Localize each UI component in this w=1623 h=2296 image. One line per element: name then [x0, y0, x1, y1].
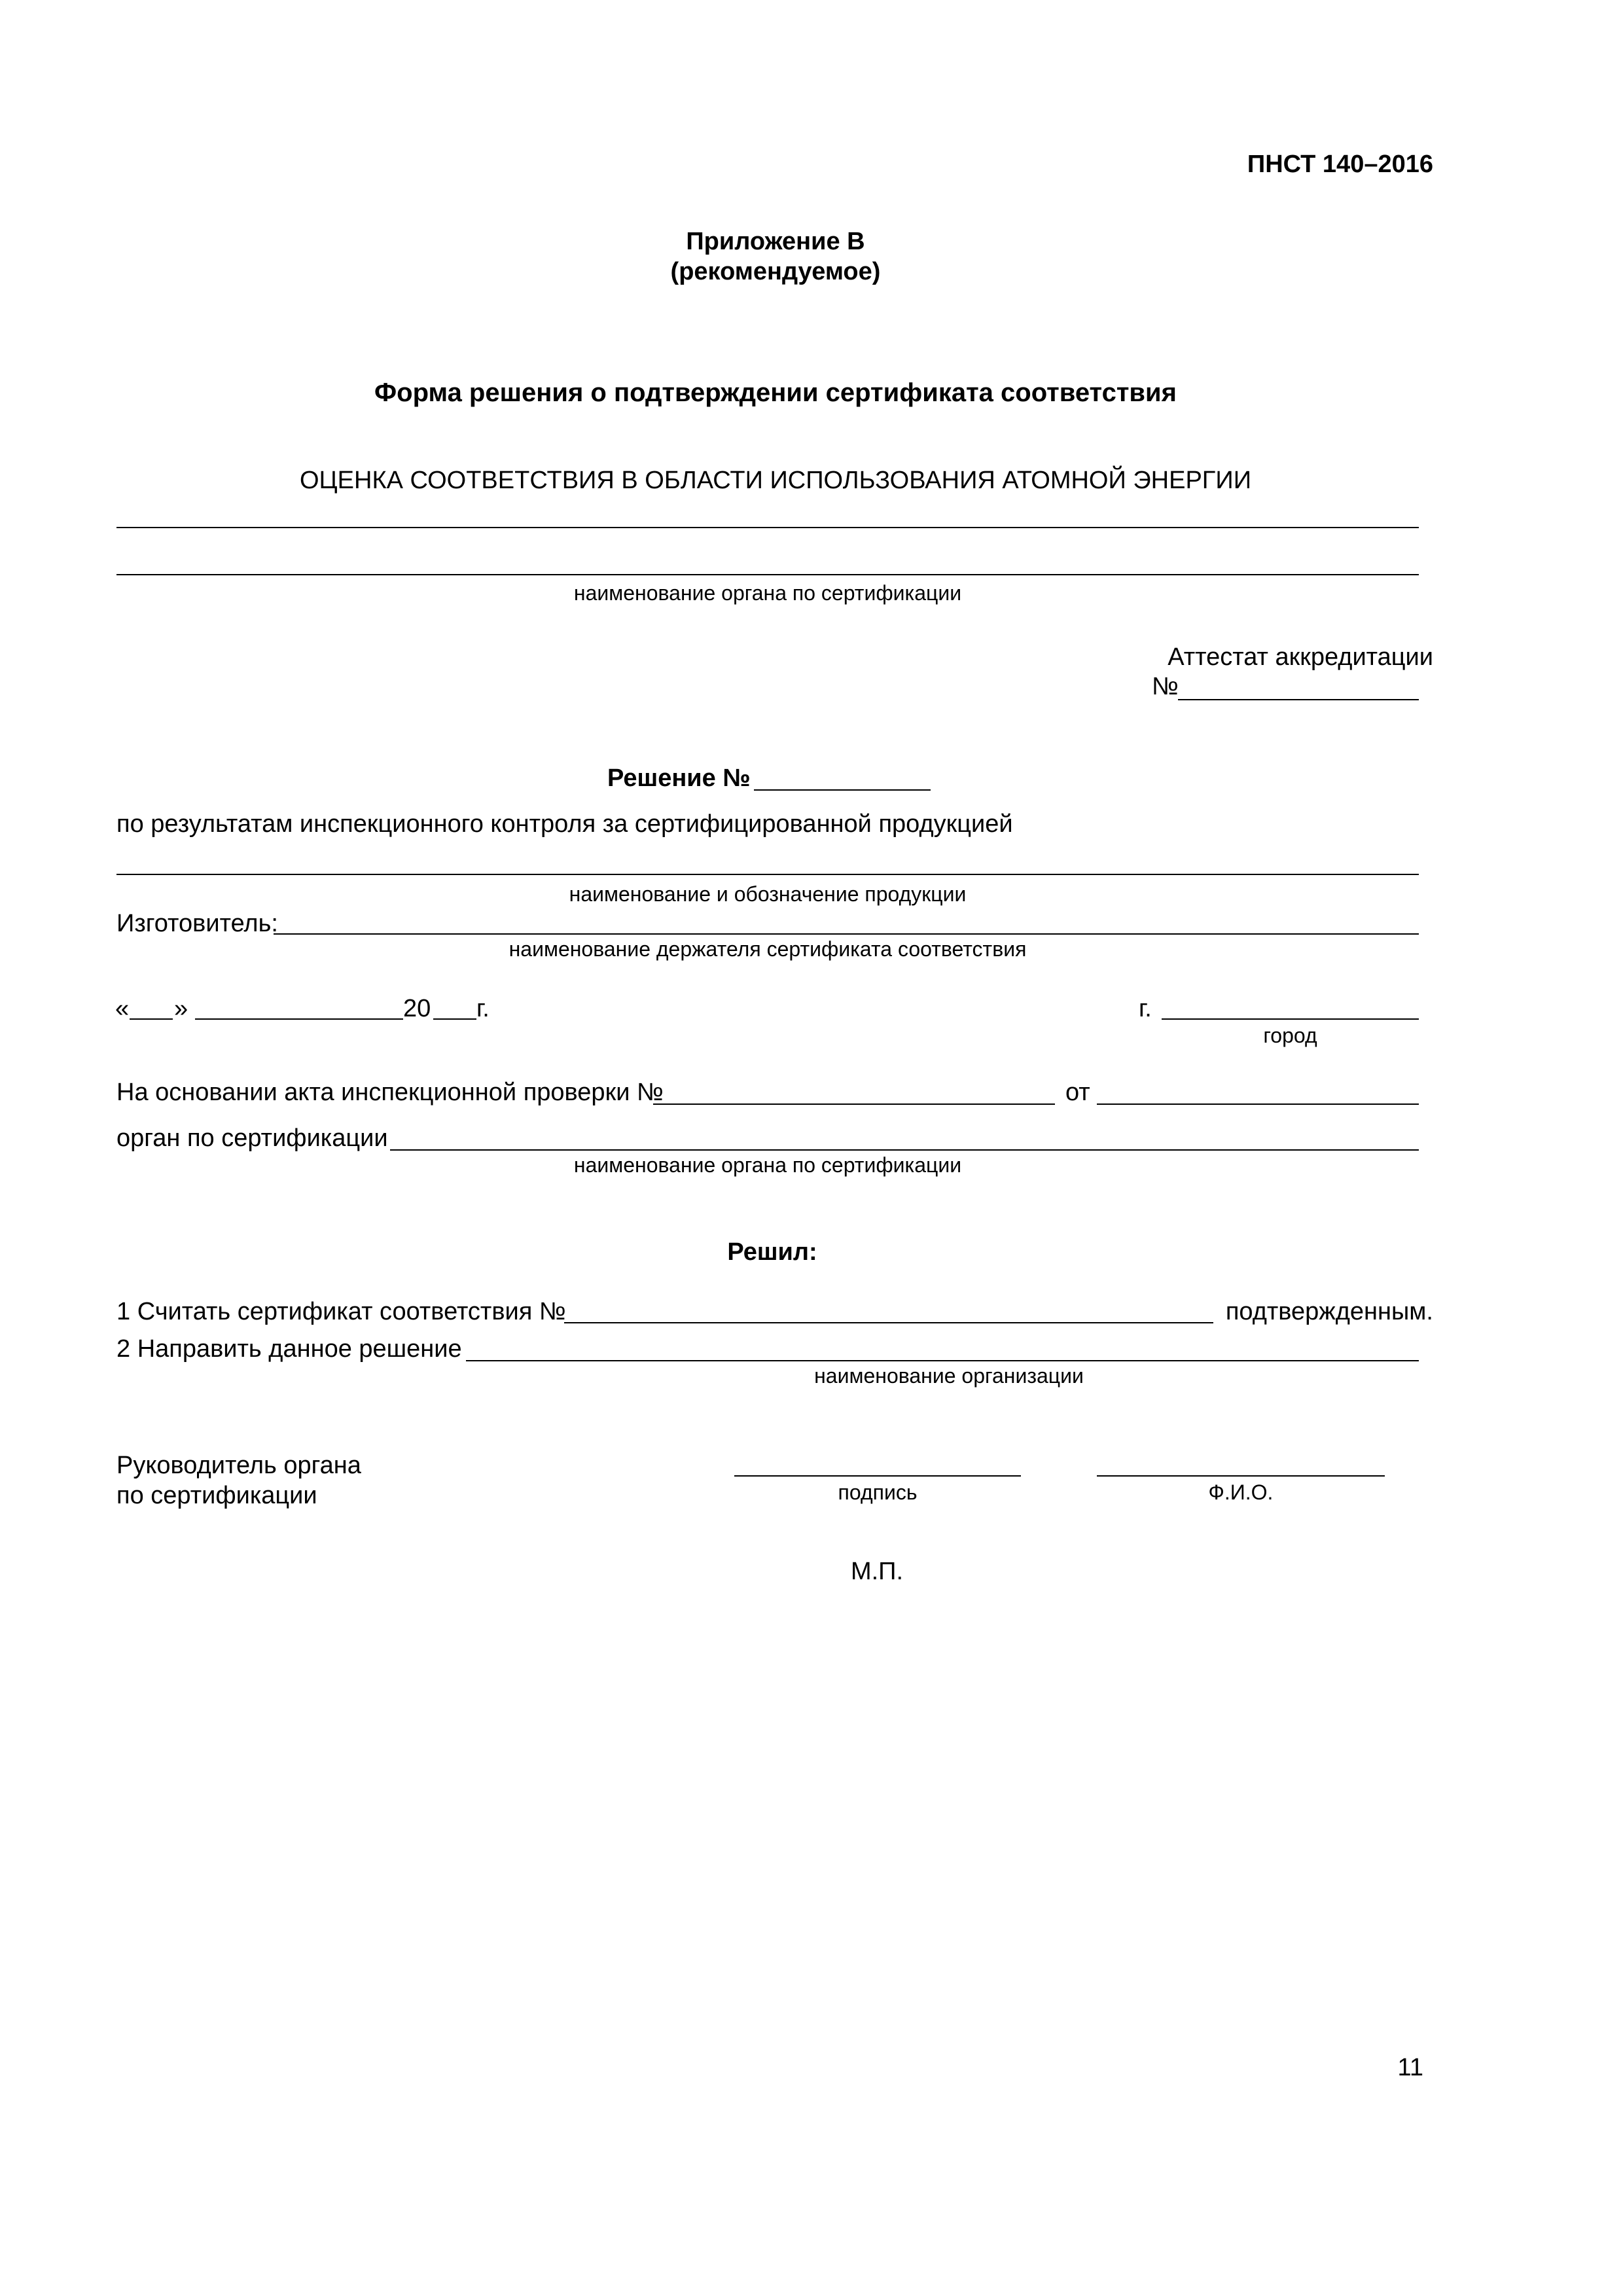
date-close-quote: »	[174, 995, 188, 1022]
basis-text: На основании акта инспекционной проверки №	[116, 1079, 664, 1106]
decision-title: Решение №	[607, 764, 751, 792]
product-name-line[interactable]	[116, 874, 1419, 875]
inspection-act-number-line[interactable]	[653, 1103, 1055, 1105]
basis-org-caption: наименование органа по сертификации	[573, 1153, 962, 1177]
stamp-place-label: М.П.	[850, 1558, 904, 1585]
signature-caption: подпись	[838, 1480, 918, 1504]
decision-number-line[interactable]	[754, 789, 931, 791]
head-label-line-1: Руководитель органа	[116, 1452, 361, 1479]
year-prefix: 20	[403, 995, 431, 1022]
manufacturer-line[interactable]	[274, 933, 1419, 935]
holder-caption: наименование держателя сертификата соответствия	[508, 937, 1027, 961]
resolved-item-1-start: 1 Считать сертификат соответствия №	[116, 1298, 566, 1325]
head-label-line-2: по сертификации	[116, 1482, 317, 1509]
manufacturer-label: Изготовитель:	[116, 910, 278, 937]
org-name-line-1	[116, 527, 1419, 528]
org-name-line-2	[116, 574, 1419, 575]
resolved-item-1-end: подтвержденным.	[1225, 1298, 1433, 1325]
standard-code: ПНСТ 140–2016	[1247, 151, 1433, 178]
certificate-number-line[interactable]	[564, 1322, 1213, 1323]
resolved-title: Решил:	[727, 1238, 817, 1266]
full-name-line[interactable]	[1097, 1475, 1385, 1477]
accreditation-number-line[interactable]	[1178, 699, 1419, 700]
city-line[interactable]	[1162, 1018, 1419, 1020]
decision-subtitle: по результатам инспекционного контроля за сертифицированной продукцией	[116, 810, 1013, 838]
org-name-caption: наименование органа по сертификации	[573, 581, 962, 605]
basis-from: от	[1065, 1079, 1090, 1106]
date-open-quote: «	[115, 995, 130, 1022]
year-suffix: г.	[476, 995, 490, 1022]
city-prefix: г.	[1139, 995, 1152, 1022]
accreditation-label: Аттестат аккредитации	[1168, 643, 1433, 671]
recipient-org-line[interactable]	[466, 1360, 1419, 1361]
year-line[interactable]	[433, 1018, 476, 1020]
inspection-act-date-line[interactable]	[1097, 1103, 1419, 1105]
day-line[interactable]	[130, 1018, 173, 1020]
basis-org-label: орган по сертификации	[116, 1124, 388, 1152]
accreditation-number-prefix: №	[1152, 673, 1179, 700]
recipient-org-caption: наименование организации	[814, 1364, 1084, 1388]
signature-line[interactable]	[734, 1475, 1021, 1477]
product-name-caption: наименование и обозначение продукции	[569, 882, 967, 906]
form-title: Форма решения о подтверждении сертификата соответствия	[374, 378, 1177, 407]
page-number: 11	[1397, 2054, 1423, 2081]
appendix-status: (рекомендуемое)	[670, 258, 881, 285]
basis-org-line[interactable]	[390, 1149, 1419, 1151]
month-line[interactable]	[195, 1018, 403, 1020]
resolved-item-2: 2 Направить данное решение	[116, 1335, 462, 1363]
appendix-title: Приложение В	[686, 228, 865, 255]
city-caption: город	[1263, 1024, 1317, 1047]
document-heading: ОЦЕНКА СООТВЕТСТВИЯ В ОБЛАСТИ ИСПОЛЬЗОВАНИЯ АТОМНОЙ ЭНЕРГИИ	[299, 467, 1252, 494]
full-name-caption: Ф.И.О.	[1208, 1480, 1274, 1504]
